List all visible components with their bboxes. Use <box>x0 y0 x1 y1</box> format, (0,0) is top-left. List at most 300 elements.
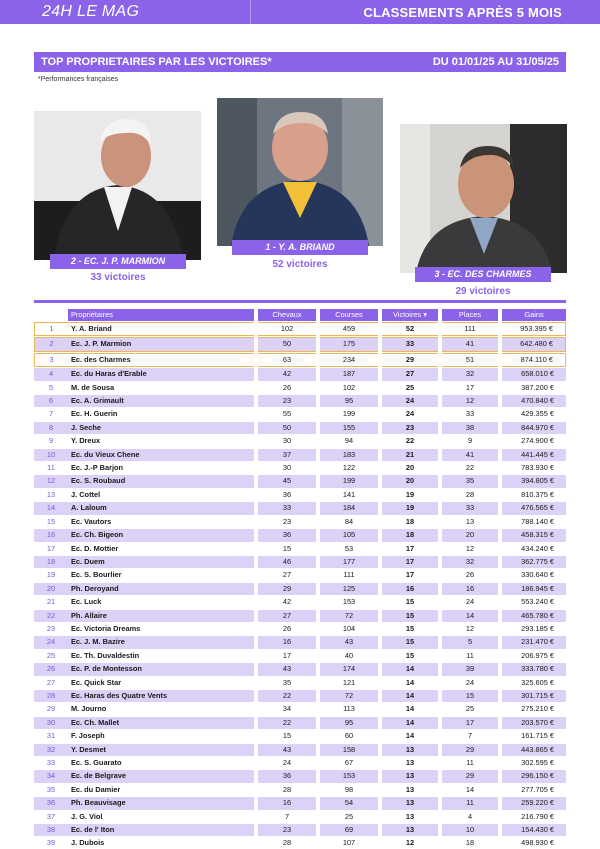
cell-horses: 46 <box>258 556 316 568</box>
cell-races: 111 <box>320 569 378 581</box>
cell-rank: 15 <box>34 516 68 528</box>
cell-owner: Ec. Haras des Quatre Vents <box>68 690 254 702</box>
cell-rank: 37 <box>34 811 68 823</box>
cell-rank: 25 <box>34 650 68 662</box>
cell-races: 199 <box>320 475 378 487</box>
cell-places: 32 <box>442 368 498 380</box>
table-row <box>34 337 566 351</box>
photo-third-place <box>400 124 567 273</box>
cell-rank: 31 <box>34 730 68 742</box>
cell-horses: 17 <box>258 650 316 662</box>
cell-rank: 3 <box>34 353 68 367</box>
cell-gains: 642.480 € <box>502 337 566 351</box>
cell-victories: 14 <box>382 677 438 689</box>
cell-gains: 231.470 € <box>502 636 566 648</box>
ranking-period: DU 01/01/25 AU 31/05/25 <box>432 56 559 68</box>
cell-owner: Ec. Victoria Dreams <box>68 623 254 635</box>
cell-places: 11 <box>442 797 498 809</box>
cell-rank: 39 <box>34 837 68 849</box>
cell-owner: Ec. des Charmes <box>68 353 254 367</box>
cell-victories: 18 <box>382 516 438 528</box>
cell-horses: 23 <box>258 516 316 528</box>
cell-races: 184 <box>320 502 378 514</box>
cell-owner: Ec. D. Mottier <box>68 543 254 555</box>
cell-races: 94 <box>320 435 378 447</box>
cell-owner: Ph. Deroyand <box>68 583 254 595</box>
cell-places: 111 <box>442 322 498 336</box>
ranking-title-bar <box>34 52 566 72</box>
cell-gains: 470.840 € <box>502 395 566 407</box>
cell-rank: 11 <box>34 462 68 474</box>
cell-victories: 24 <box>382 395 438 407</box>
table-row <box>34 543 566 555</box>
cell-owner: Ec. S. Guarato <box>68 757 254 769</box>
cell-gains: 259.220 € <box>502 797 566 809</box>
cell-races: 67 <box>320 757 378 769</box>
cell-places: 14 <box>442 784 498 796</box>
cell-places: 38 <box>442 422 498 434</box>
cell-owner: Ec. S. Roubaud <box>68 475 254 487</box>
cell-rank: 35 <box>34 784 68 796</box>
cell-victories: 27 <box>382 368 438 380</box>
cell-races: 158 <box>320 744 378 756</box>
cell-owner: Ec. Luck <box>68 596 254 608</box>
cell-races: 25 <box>320 811 378 823</box>
cell-victories: 14 <box>382 703 438 715</box>
cell-owner: Ec. J.-P Barjon <box>68 462 254 474</box>
cell-gains: 553.240 € <box>502 596 566 608</box>
cell-horses: 43 <box>258 663 316 675</box>
cell-gains: 810.375 € <box>502 489 566 501</box>
cell-victories: 17 <box>382 556 438 568</box>
cell-gains: 441.445 € <box>502 449 566 461</box>
cell-gains: 458.315 € <box>502 529 566 541</box>
cell-victories: 15 <box>382 623 438 635</box>
cell-victories: 22 <box>382 435 438 447</box>
cell-gains: 476.565 € <box>502 502 566 514</box>
cell-owner: Ec. P. de Montesson <box>68 663 254 675</box>
cell-horses: 16 <box>258 797 316 809</box>
cell-horses: 102 <box>258 322 316 336</box>
cell-races: 121 <box>320 677 378 689</box>
header-owners[interactable]: Propriétaires <box>68 309 254 321</box>
cell-gains: 293.185 € <box>502 623 566 635</box>
cell-gains: 161.715 € <box>502 730 566 742</box>
table-row <box>34 475 566 487</box>
cell-gains: 330.640 € <box>502 569 566 581</box>
cell-owner: A. Laloum <box>68 502 254 514</box>
cell-races: 72 <box>320 610 378 622</box>
cell-rank: 21 <box>34 596 68 608</box>
cell-horses: 36 <box>258 770 316 782</box>
cell-owner: Ec. Ch. Bigeon <box>68 529 254 541</box>
cell-places: 51 <box>442 353 498 367</box>
table-row <box>34 690 566 702</box>
cell-places: 11 <box>442 757 498 769</box>
cell-owner: Ec. du Haras d'Erable <box>68 368 254 380</box>
cell-horses: 50 <box>258 337 316 351</box>
cell-rank: 38 <box>34 824 68 836</box>
table-row <box>34 516 566 528</box>
cell-rank: 13 <box>34 489 68 501</box>
cell-owner: Ec. S. Bourlier <box>68 569 254 581</box>
cell-gains: 154.430 € <box>502 824 566 836</box>
cell-rank: 23 <box>34 623 68 635</box>
cell-horses: 29 <box>258 583 316 595</box>
banner-divider <box>250 0 251 24</box>
cell-races: 40 <box>320 650 378 662</box>
ranking-table-container <box>34 300 566 849</box>
cell-places: 26 <box>442 569 498 581</box>
cell-gains: 325.605 € <box>502 677 566 689</box>
table-row <box>34 462 566 474</box>
cell-gains: 296.150 € <box>502 770 566 782</box>
cell-victories: 13 <box>382 824 438 836</box>
table-row <box>34 650 566 662</box>
cell-horses: 42 <box>258 596 316 608</box>
cell-places: 28 <box>442 489 498 501</box>
cell-races: 155 <box>320 422 378 434</box>
cell-places: 17 <box>442 382 498 394</box>
cell-horses: 27 <box>258 569 316 581</box>
cell-gains: 498.930 € <box>502 837 566 849</box>
cell-owner: Ec. du Damier <box>68 784 254 796</box>
cell-places: 18 <box>442 837 498 849</box>
cell-victories: 14 <box>382 717 438 729</box>
cell-horses: 37 <box>258 449 316 461</box>
cell-owner: Ec. de l' Iton <box>68 824 254 836</box>
cell-gains: 216.790 € <box>502 811 566 823</box>
cell-horses: 22 <box>258 717 316 729</box>
cell-rank: 6 <box>34 395 68 407</box>
cell-rank: 5 <box>34 382 68 394</box>
cell-victories: 13 <box>382 757 438 769</box>
cell-places: 14 <box>442 610 498 622</box>
cell-victories: 15 <box>382 596 438 608</box>
podium-victories-second: 33 victoires <box>90 272 146 283</box>
cell-rank: 24 <box>34 636 68 648</box>
cell-races: 69 <box>320 824 378 836</box>
cell-races: 459 <box>320 322 378 336</box>
cell-rank: 12 <box>34 475 68 487</box>
table-row <box>34 569 566 581</box>
cell-rank: 2 <box>34 337 68 351</box>
table-row <box>34 353 566 367</box>
cell-places: 10 <box>442 824 498 836</box>
cell-victories: 14 <box>382 730 438 742</box>
cell-victories: 14 <box>382 690 438 702</box>
table-row <box>34 811 566 823</box>
cell-victories: 23 <box>382 422 438 434</box>
cell-victories: 14 <box>382 663 438 675</box>
cell-races: 141 <box>320 489 378 501</box>
cell-gains: 302.595 € <box>502 757 566 769</box>
cell-horses: 23 <box>258 395 316 407</box>
cell-places: 32 <box>442 556 498 568</box>
table-row <box>34 623 566 635</box>
cell-gains: 658.010 € <box>502 368 566 380</box>
sort-desc-icon: ▾ <box>423 310 427 319</box>
cell-horses: 22 <box>258 690 316 702</box>
cell-places: 15 <box>442 690 498 702</box>
cell-places: 22 <box>442 462 498 474</box>
cell-places: 29 <box>442 744 498 756</box>
cell-races: 95 <box>320 395 378 407</box>
cell-races: 153 <box>320 770 378 782</box>
cell-places: 5 <box>442 636 498 648</box>
podium-plate-first: 1 - Y. A. BRIAND <box>232 240 368 255</box>
cell-rank: 16 <box>34 529 68 541</box>
cell-races: 72 <box>320 690 378 702</box>
section-title: CLASSEMENTS APRÈS 5 MOIS <box>363 5 562 20</box>
podium-plate-third: 3 - EC. DES CHARMES <box>415 267 551 282</box>
cell-victories: 12 <box>382 837 438 849</box>
table-row <box>34 757 566 769</box>
podium-victories-third: 29 victoires <box>455 286 511 297</box>
cell-places: 13 <box>442 516 498 528</box>
cell-owner: Ph. Allaire <box>68 610 254 622</box>
cell-gains: 874.110 € <box>502 353 566 367</box>
cell-horses: 26 <box>258 623 316 635</box>
cell-victories: 29 <box>382 353 438 367</box>
header-victories-label: Victoires <box>393 310 422 319</box>
cell-places: 12 <box>442 395 498 407</box>
cell-races: 177 <box>320 556 378 568</box>
cell-victories: 19 <box>382 489 438 501</box>
table-row <box>34 824 566 836</box>
cell-places: 16 <box>442 583 498 595</box>
cell-victories: 17 <box>382 569 438 581</box>
cell-places: 41 <box>442 449 498 461</box>
cell-rank: 26 <box>34 663 68 675</box>
cell-gains: 387.200 € <box>502 382 566 394</box>
cell-victories: 24 <box>382 408 438 420</box>
cell-owner: Ec. Vautors <box>68 516 254 528</box>
cell-victories: 17 <box>382 543 438 555</box>
cell-rank: 34 <box>34 770 68 782</box>
photo-first-place <box>217 98 383 246</box>
cell-gains: 362.775 € <box>502 556 566 568</box>
podium-victories-first: 52 victoires <box>272 259 328 270</box>
table-row <box>34 395 566 407</box>
cell-rank: 36 <box>34 797 68 809</box>
table-row <box>34 677 566 689</box>
cell-places: 20 <box>442 529 498 541</box>
cell-victories: 13 <box>382 797 438 809</box>
cell-horses: 27 <box>258 610 316 622</box>
cell-horses: 24 <box>258 757 316 769</box>
cell-places: 4 <box>442 811 498 823</box>
table-row <box>34 636 566 648</box>
cell-gains: 953.395 € <box>502 322 566 336</box>
top-banner <box>0 0 600 24</box>
header-horses[interactable]: Chevaux <box>258 309 316 321</box>
podium-plate-second: 2 - EC. J. P. MARMION <box>50 254 186 269</box>
cell-horses: 30 <box>258 435 316 447</box>
cell-rank: 33 <box>34 757 68 769</box>
cell-races: 95 <box>320 717 378 729</box>
cell-gains: 394.805 € <box>502 475 566 487</box>
table-row <box>34 556 566 568</box>
cell-horses: 45 <box>258 475 316 487</box>
cell-places: 33 <box>442 502 498 514</box>
cell-places: 7 <box>442 730 498 742</box>
cell-races: 199 <box>320 408 378 420</box>
cell-owner: Ec. Ch. Mallet <box>68 717 254 729</box>
cell-owner: M. Journo <box>68 703 254 715</box>
header-places[interactable]: Places <box>442 309 498 321</box>
cell-races: 104 <box>320 623 378 635</box>
cell-gains: 301.715 € <box>502 690 566 702</box>
cell-victories: 52 <box>382 322 438 336</box>
cell-places: 29 <box>442 770 498 782</box>
cell-rank: 17 <box>34 543 68 555</box>
cell-gains: 277.705 € <box>502 784 566 796</box>
cell-horses: 7 <box>258 811 316 823</box>
cell-owner: J. Seche <box>68 422 254 434</box>
cell-gains: 275.210 € <box>502 703 566 715</box>
table-row <box>34 703 566 715</box>
cell-races: 125 <box>320 583 378 595</box>
table-row <box>34 408 566 420</box>
cell-victories: 20 <box>382 462 438 474</box>
cell-races: 53 <box>320 543 378 555</box>
table-header-row <box>34 309 566 321</box>
ranking-title: TOP PROPRIETAIRES PAR LES VICTOIRES* <box>41 56 272 68</box>
cell-owner: Y. Dreux <box>68 435 254 447</box>
cell-horses: 28 <box>258 784 316 796</box>
cell-gains: 333.780 € <box>502 663 566 675</box>
cell-races: 122 <box>320 462 378 474</box>
cell-victories: 25 <box>382 382 438 394</box>
cell-victories: 19 <box>382 502 438 514</box>
cell-places: 33 <box>442 408 498 420</box>
cell-horses: 28 <box>258 837 316 849</box>
cell-races: 113 <box>320 703 378 715</box>
table-row <box>34 422 566 434</box>
table-row <box>34 717 566 729</box>
cell-races: 174 <box>320 663 378 675</box>
cell-gains: 434.240 € <box>502 543 566 555</box>
cell-races: 98 <box>320 784 378 796</box>
cell-horses: 42 <box>258 368 316 380</box>
cell-places: 39 <box>442 663 498 675</box>
cell-victories: 33 <box>382 337 438 351</box>
cell-rank: 30 <box>34 717 68 729</box>
cell-rank: 18 <box>34 556 68 568</box>
cell-places: 24 <box>442 596 498 608</box>
cell-gains: 206.975 € <box>502 650 566 662</box>
cell-horses: 34 <box>258 703 316 715</box>
table-row <box>34 489 566 501</box>
cell-races: 183 <box>320 449 378 461</box>
cell-places: 35 <box>442 475 498 487</box>
cell-places: 12 <box>442 543 498 555</box>
cell-places: 12 <box>442 623 498 635</box>
cell-horses: 35 <box>258 677 316 689</box>
header-races[interactable]: Courses <box>320 309 378 321</box>
cell-owner: Ph. Beauvisage <box>68 797 254 809</box>
ranking-table <box>34 308 566 849</box>
cell-gains: 274.900 € <box>502 435 566 447</box>
cell-owner: J. G. Viol <box>68 811 254 823</box>
cell-victories: 16 <box>382 583 438 595</box>
header-victories[interactable] <box>382 309 438 321</box>
cell-races: 153 <box>320 596 378 608</box>
cell-rank: 20 <box>34 583 68 595</box>
cell-owner: Ec. H. Guerin <box>68 408 254 420</box>
table-row <box>34 583 566 595</box>
cell-horses: 26 <box>258 382 316 394</box>
cell-gains: 465.780 € <box>502 610 566 622</box>
cell-owner: F. Joseph <box>68 730 254 742</box>
cell-victories: 15 <box>382 650 438 662</box>
cell-races: 187 <box>320 368 378 380</box>
cell-victories: 20 <box>382 475 438 487</box>
table-row <box>34 730 566 742</box>
cell-gains: 844.970 € <box>502 422 566 434</box>
cell-races: 175 <box>320 337 378 351</box>
cell-horses: 36 <box>258 529 316 541</box>
cell-rank: 19 <box>34 569 68 581</box>
cell-horses: 30 <box>258 462 316 474</box>
table-top-rule <box>34 300 566 303</box>
cell-places: 25 <box>442 703 498 715</box>
cell-rank: 28 <box>34 690 68 702</box>
cell-horses: 23 <box>258 824 316 836</box>
table-row <box>34 663 566 675</box>
cell-horses: 15 <box>258 730 316 742</box>
cell-races: 107 <box>320 837 378 849</box>
cell-owner: J. Cottel <box>68 489 254 501</box>
cell-places: 24 <box>442 677 498 689</box>
cell-places: 41 <box>442 337 498 351</box>
cell-horses: 15 <box>258 543 316 555</box>
cell-rank: 9 <box>34 435 68 447</box>
cell-rank: 7 <box>34 408 68 420</box>
table-row <box>34 435 566 447</box>
cell-rank: 4 <box>34 368 68 380</box>
cell-rank: 1 <box>34 322 68 336</box>
cell-victories: 13 <box>382 744 438 756</box>
table-row <box>34 368 566 380</box>
cell-victories: 13 <box>382 770 438 782</box>
header-gains[interactable]: Gains <box>502 309 566 321</box>
cell-gains: 429.355 € <box>502 408 566 420</box>
header-rank <box>34 309 68 321</box>
table-row <box>34 502 566 514</box>
table-row <box>34 744 566 756</box>
cell-owner: M. de Sousa <box>68 382 254 394</box>
magazine-name: 24H LE MAG <box>42 3 140 20</box>
table-row <box>34 449 566 461</box>
cell-owner: Ec. Quick Star <box>68 677 254 689</box>
cell-owner: Ec. J. P. Marmion <box>68 337 254 351</box>
cell-gains: 783.930 € <box>502 462 566 474</box>
cell-owner: Y. A. Briand <box>68 322 254 336</box>
cell-places: 17 <box>442 717 498 729</box>
cell-gains: 203.570 € <box>502 717 566 729</box>
cell-gains: 443.865 € <box>502 744 566 756</box>
cell-victories: 18 <box>382 529 438 541</box>
cell-victories: 13 <box>382 784 438 796</box>
cell-horses: 55 <box>258 408 316 420</box>
table-row <box>34 797 566 809</box>
table-row <box>34 770 566 782</box>
footnote: *Performances françaises <box>38 76 119 83</box>
cell-races: 234 <box>320 353 378 367</box>
cell-horses: 33 <box>258 502 316 514</box>
